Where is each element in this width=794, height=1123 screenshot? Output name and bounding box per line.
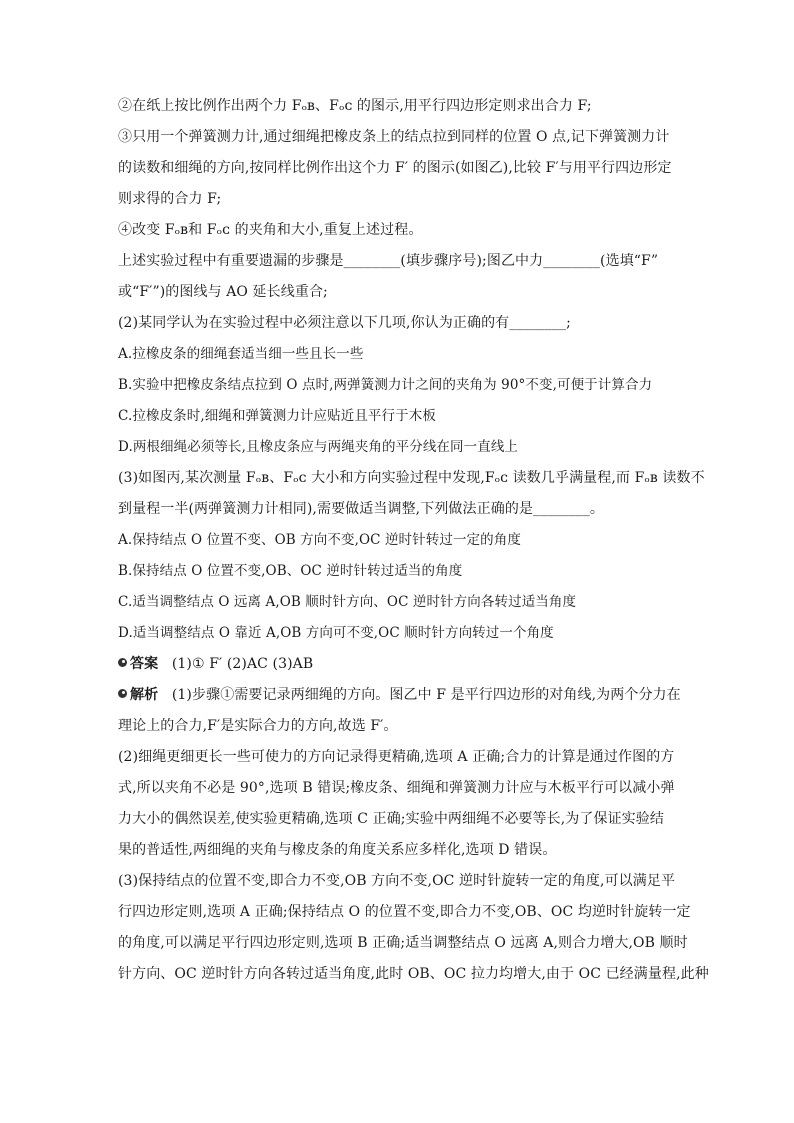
step-3-text-line2: 的读数和细绳的方向,按同样比例作出这个力 F′ 的图示(如图乙),比较 F′与用平行四边形定 xyxy=(118,160,672,176)
analysis-label: 解析 xyxy=(130,687,159,703)
question-1-line1: 上述实验过程中有重要遗漏的步骤是________(填步骤序号);图乙中力________(选填“F” xyxy=(118,253,659,269)
analysis-first-line: (1)步骤①需要记录两细绳的方向。图乙中 F 是平行四边形的对角线,为两个分力在 xyxy=(171,687,681,703)
analysis-line: 理论上的合力,F′是实际合力的方向,故选 F′。 xyxy=(118,718,398,734)
analysis-line: (3)保持结点的位置不变,即合力不变,OB 方向不变,OC 逆时针旋转一定的角度,可以满足平 xyxy=(118,873,676,889)
answer-text: (1)① F′ (2)AC (3)AB xyxy=(171,656,314,672)
question-3-stem-line2: 到量程一半(两弹簧测力计相同),需要做适当调整,下列做法正确的是________。 xyxy=(118,501,604,517)
question-2-option-a: A.拉橡皮条的细绳套适当细一些且长一些 xyxy=(118,346,364,362)
analysis-line: 力大小的偶然误差,使实验更精确,选项 C 正确;实验中两细绳不必要等长,为了保证实验结 xyxy=(118,811,664,827)
question-3-option-c: C.适当调整结点 O 远离 A,OB 顺时针方向、OC 逆时针方向各转过适当角度 xyxy=(118,594,577,610)
answer-bullet-icon xyxy=(118,658,127,667)
analysis-line: (2)细绳更细更长一些可使力的方向记录得更精确,选项 A 正确;合力的计算是通过作图的方 xyxy=(118,749,675,765)
analysis-line: 的角度,可以满足平行四边形定则,选项 B 正确;适当调整结点 O 远离 A,则合力增大,OB 顺时 xyxy=(118,935,688,951)
question-2-option-d: D.两根细绳必须等长,且橡皮条应与两绳夹角的平分线在同一直线上 xyxy=(118,439,519,455)
question-2-option-c: C.拉橡皮条时,细绳和弹簧测力计应贴近且平行于木板 xyxy=(118,408,436,424)
analysis-line: 行四边形定则,选项 A 正确;保持结点 O 的位置不变,即合力不变,OB、OC 均逆时针旋转一定 xyxy=(118,904,691,920)
question-3-option-a: A.保持结点 O 位置不变、OB 方向不变,OC 逆时针转过一定的角度 xyxy=(118,532,521,548)
question-2-stem: (2)某同学认为在实验过程中必须注意以下几项,你认为正确的有________; xyxy=(118,315,571,331)
analysis-line: 式,所以夹角不必是 90°,选项 B 错误;橡皮条、细绳和弹簧测力计应与木板平行可以减小弹 xyxy=(118,780,675,796)
question-1-line2: 或“F′”)的图线与 AO 延长线重合; xyxy=(118,284,328,300)
analysis-line: 果的普适性,两细绳的夹角与橡皮条的角度关系应多样化,选项 D 错误。 xyxy=(118,842,557,858)
step-3-text-line1: ③只用一个弹簧测力计,通过细绳把橡皮条上的结点拉到同样的位置 O 点,记下弹簧测力计 xyxy=(118,129,670,145)
step-2-text: ②在纸上按比例作出两个力 Fₒʙ、Fₒᴄ 的图示,用平行四边形定则求出合力 F; xyxy=(118,98,592,114)
question-2-option-b: B.实验中把橡皮条结点拉到 O 点时,两弹簧测力计之间的夹角为 90°不变,可便于计算合力 xyxy=(118,377,653,393)
question-3-stem-line1: (3)如图丙,某次测量 Fₒʙ、Fₒᴄ 大小和方向实验过程中发现,Fₒᴄ 读数几乎满量程,而 Fₒʙ 读数不 xyxy=(118,470,705,486)
step-3-text-line3: 则求得的合力 F; xyxy=(118,191,222,207)
analysis-bullet-icon xyxy=(118,689,127,698)
document-page xyxy=(118,96,709,995)
analysis-line: 针方向、OC 逆时针方向各转过适当角度,此时 OB、OC 拉力均增大,由于 OC 已经满量程,此种 xyxy=(118,966,709,982)
answer-label: 答案 xyxy=(130,656,159,672)
step-4-text: ④改变 Fₒʙ和 Fₒᴄ 的夹角和大小,重复上述过程。 xyxy=(118,222,423,238)
question-3-option-b: B.保持结点 O 位置不变,OB、OC 逆时针转过适当的角度 xyxy=(118,563,463,579)
question-3-option-d: D.适当调整结点 O 靠近 A,OB 方向可不变,OC 顺时针方向转过一个角度 xyxy=(118,625,554,641)
answer-row xyxy=(118,654,678,674)
analysis-row xyxy=(118,685,681,705)
